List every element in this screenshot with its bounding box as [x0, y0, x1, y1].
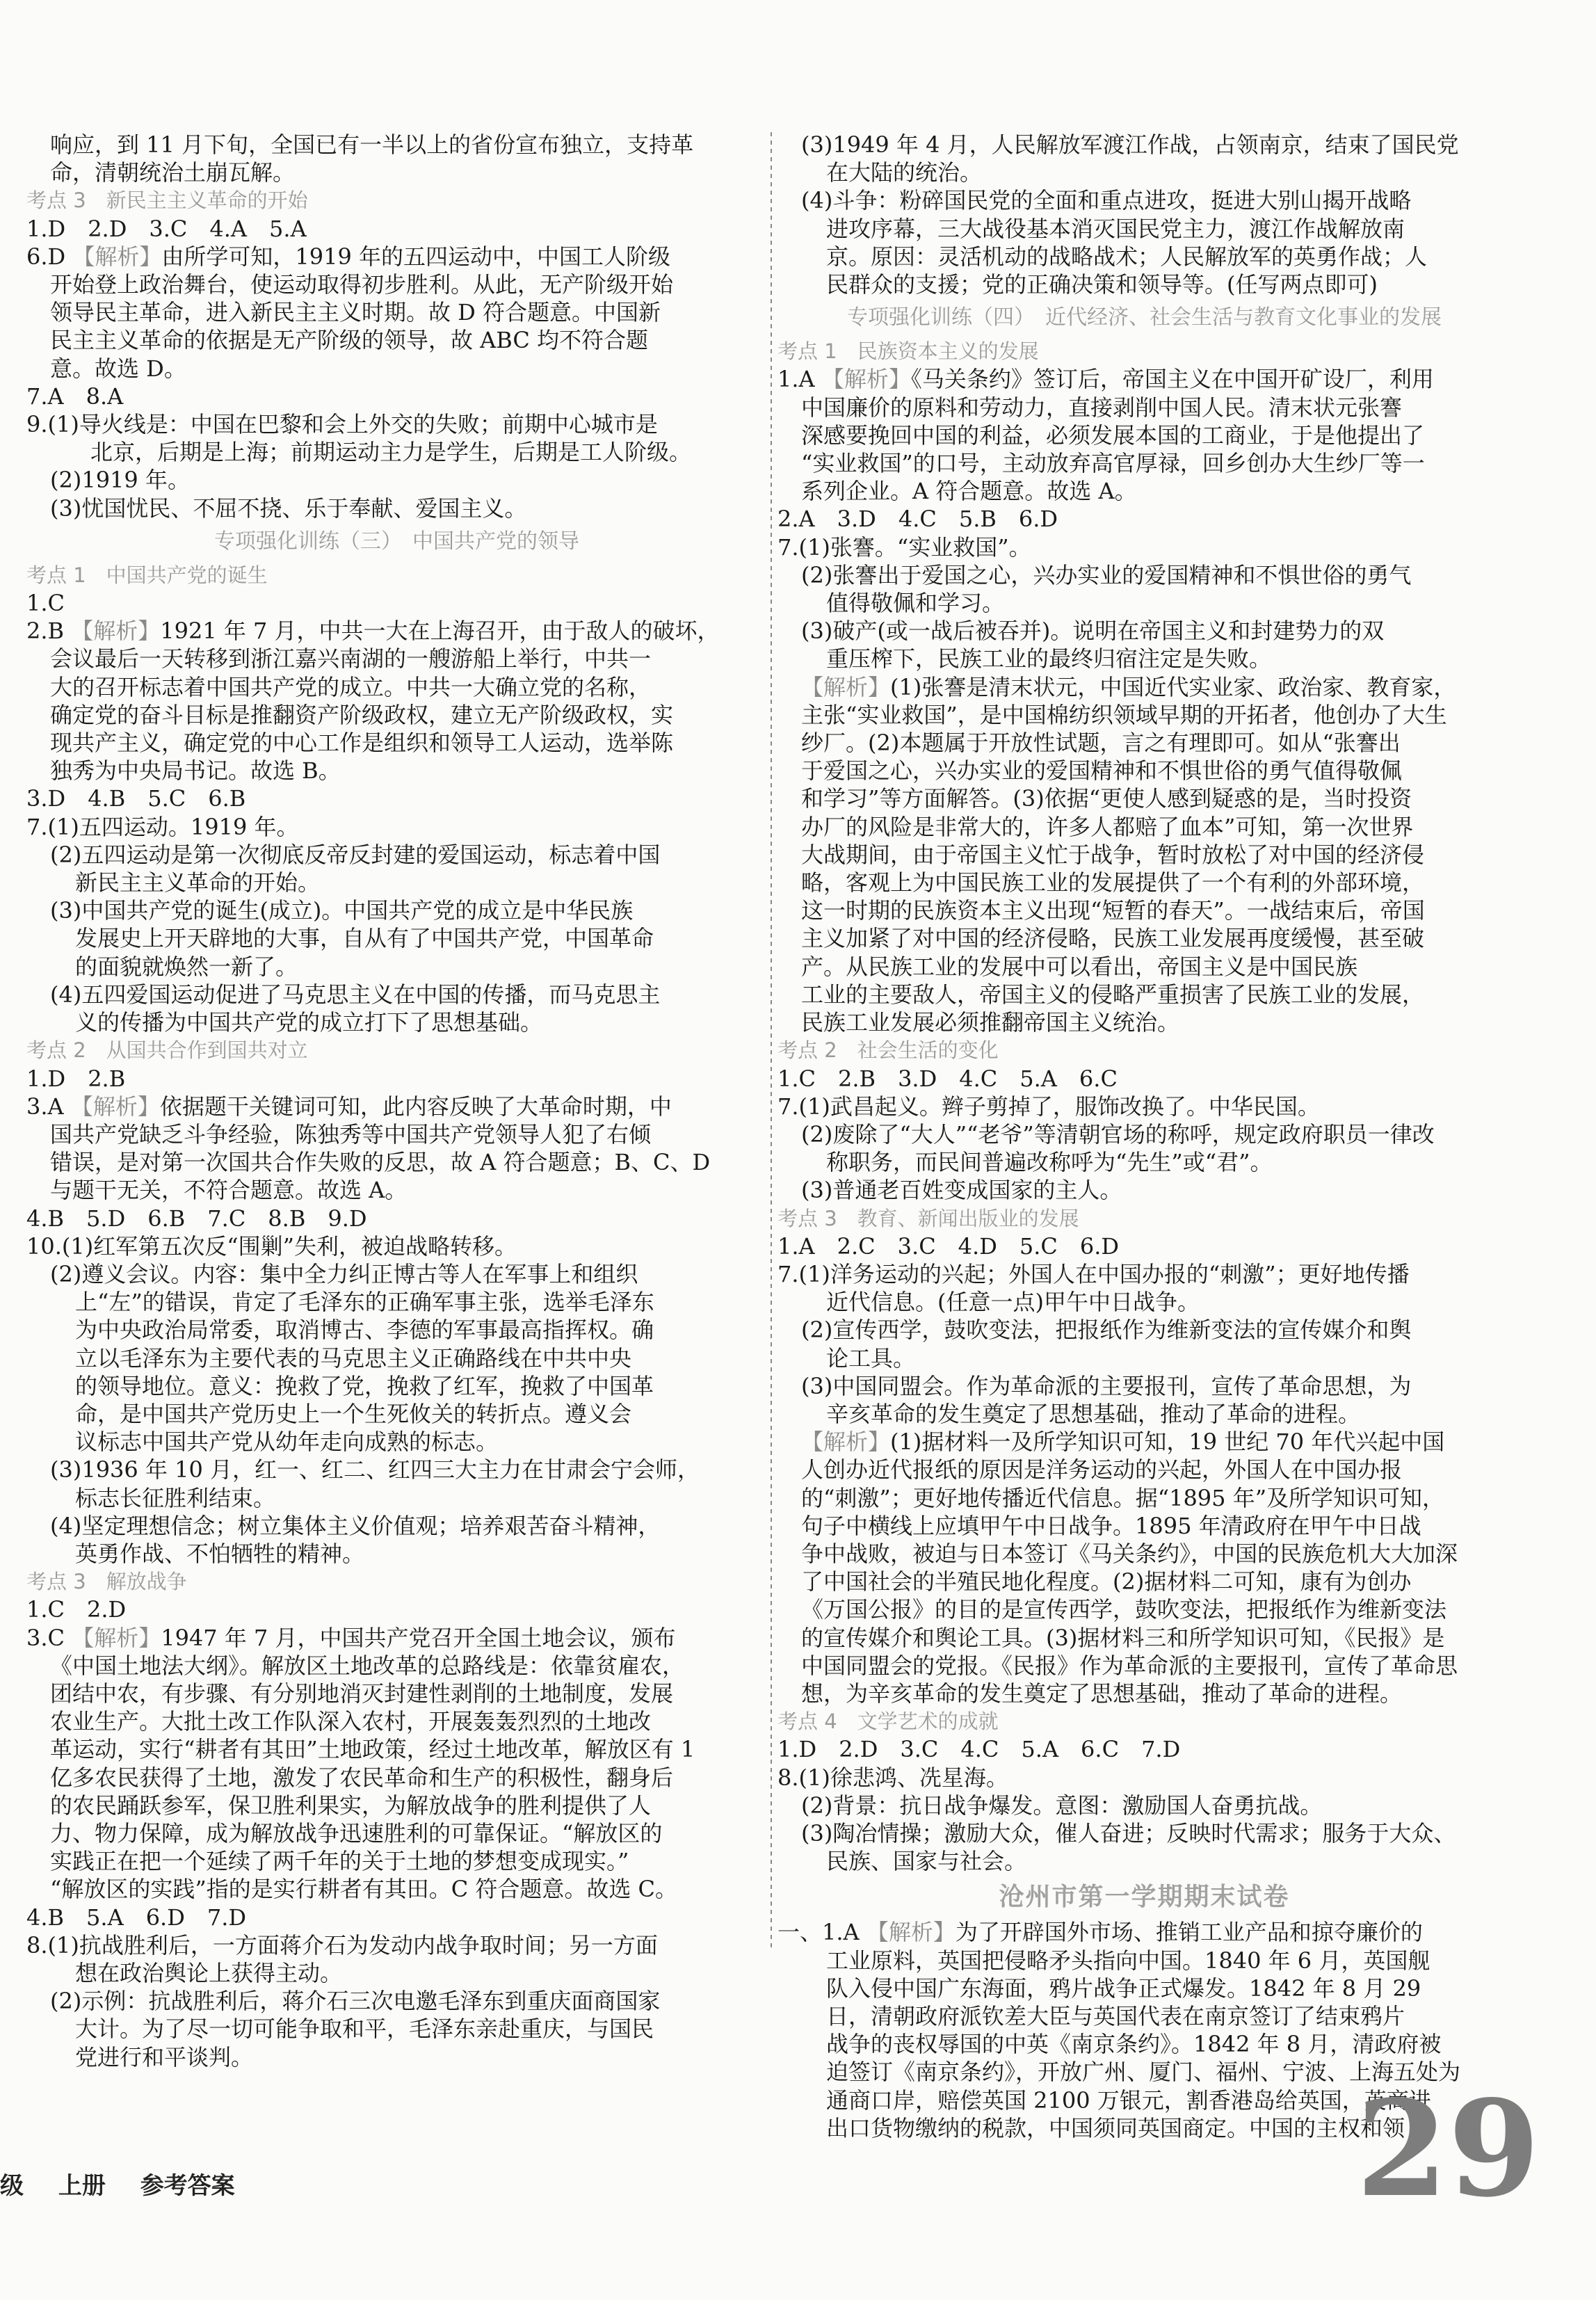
answer-line [26, 1288, 767, 1316]
answer-line [777, 1624, 1511, 1652]
answer-line [777, 1484, 1511, 1512]
answer-line [26, 410, 767, 438]
answer-line [777, 1428, 1511, 1456]
answer-line [777, 505, 1511, 533]
line-text: 领导民主革命，进入新民主主义时期。故 D 符合题意。中国新 [50, 299, 661, 326]
line-text: (2)遵义会议。内容：集中全力纠正博古等人在军事上和组织 [50, 1260, 638, 1287]
line-text: 考点 2 从国共合作到国共对立 [26, 1038, 308, 1063]
answer-line [26, 466, 767, 494]
line-text: 工业的主要敌人，帝国主义的侵略严重损害了民族工业的发展， [801, 981, 1425, 1008]
answer-line [777, 645, 1511, 673]
question-number: 3.C [26, 1624, 72, 1651]
answer-line [777, 673, 1511, 701]
line-text: 实践正在把一个延续了两千年的关于土地的梦想变成现实。” [50, 1848, 629, 1875]
answer-line [26, 1540, 767, 1568]
line-text: 略，客观上为中国民族工业的发展提供了一个有利的外部环境， [801, 869, 1425, 896]
answer-line [777, 729, 1511, 757]
answer-line [26, 1875, 767, 1903]
line-text: 系列企业。A 符合题意。故选 A。 [801, 478, 1137, 505]
answer-line [777, 1344, 1511, 1372]
line-text: 《万国公报》的目的是宣传西学，鼓吹变法，把报纸作为维新变法 [801, 1596, 1447, 1623]
footer-label: 参考答案 [140, 2172, 235, 2200]
line-text: 3.D 4.B 5.C 6.B [26, 785, 246, 812]
line-text: 上“左”的错误，肯定了毛泽东的正确军事主张，选举毛泽东 [75, 1289, 654, 1316]
answer-line [26, 1372, 767, 1400]
answer-line [26, 298, 767, 326]
answer-line [777, 1008, 1511, 1036]
line-text: 1.C 2.B 3.D 4.C 5.A 6.C [777, 1065, 1118, 1092]
answer-line [777, 1652, 1511, 1680]
answer-line [26, 1484, 767, 1512]
line-text: 现共产主义，确定党的中心工作是组织和领导工人运动，选举陈 [50, 730, 674, 757]
analysis-tag: 【解析】 [801, 673, 891, 700]
footer [0, 2166, 261, 2201]
line-text: 亿多农民获得了土地，激发了农民革命和生产的积极性，翻身后 [50, 1764, 674, 1791]
line-text: 考点 3 解放战争 [26, 1570, 187, 1594]
question-number: 1.A [777, 366, 822, 393]
line-text: 国共产党缺乏斗争经验，陈独秀等中国共产党领导人犯了右倾 [50, 1120, 652, 1148]
answer-line [26, 981, 767, 1008]
line-text: (3)普通老百姓变成国家的主人。 [801, 1177, 1122, 1204]
answer-line [777, 1680, 1511, 1707]
answer-line [777, 1918, 1511, 1946]
answer-line [26, 645, 767, 673]
section-heading [26, 1568, 767, 1595]
answer-line [777, 1148, 1511, 1176]
answer-line [777, 1288, 1511, 1316]
line-text: 在大陆的统治。 [826, 159, 983, 186]
answer-line [777, 1456, 1511, 1483]
line-text: 7.(1)张謇。“实业救国”。 [777, 533, 1031, 561]
line-text: 2.A 3.D 4.C 5.B 6.D [777, 506, 1058, 533]
answer-line [26, 2043, 767, 2071]
answer-line [26, 813, 767, 841]
answer-line [26, 785, 767, 812]
answer-line [777, 421, 1511, 449]
left-column [26, 131, 767, 2071]
line-text: 英勇作战、不怕牺牲的精神。 [75, 1540, 365, 1567]
answer-line [777, 2030, 1511, 2058]
answer-line [26, 1624, 767, 1652]
line-text: 为了开辟国外市场、推销工业产品和掠夺廉价的 [955, 1919, 1423, 1946]
answer-line [26, 1176, 767, 1204]
answer-line [777, 1316, 1511, 1344]
line-text: 日，清朝政府派钦差大臣与英国代表在南京签订了结束鸦片 [826, 2003, 1405, 2029]
section-heading [26, 1036, 767, 1064]
section-heading [777, 1205, 1511, 1232]
section-heading [26, 561, 767, 589]
line-text: 民主主义革命的依据是无产阶级的领导，故 ABC 均不符合题 [50, 327, 649, 354]
answer-line [777, 953, 1511, 981]
answer-line [26, 1652, 767, 1680]
line-text: 办厂的风险是非常大的，许多人都赔了血本”可知，第一次世界 [801, 813, 1414, 840]
line-text: 4.B 5.A 6.D 7.D [26, 1904, 247, 1931]
answer-line [26, 841, 767, 869]
line-text: 发展史上开天辟地的大事，自从有了中国共产党，中国革命 [75, 925, 654, 952]
answer-line [26, 1680, 767, 1707]
line-text: (4)斗争：粉碎国民党的全面和重点进攻，挺进大别山揭开战略 [801, 187, 1412, 214]
line-text: 队入侵中国广东海面，鸦片战争正式爆发。1842 年 8 月 29 [826, 1975, 1421, 2002]
answer-line [26, 1400, 767, 1428]
answer-line [26, 271, 767, 298]
answer-line [777, 1400, 1511, 1428]
line-text: (4)坚定理想信念；树立集体主义价值观；培养艰苦奋斗精神， [50, 1512, 661, 1539]
answer-line [26, 1847, 767, 1875]
line-text: 考点 1 中国共产党的诞生 [26, 563, 268, 587]
answer-line [777, 159, 1511, 186]
line-text: 8.(1)徐悲鸿、冼星海。 [777, 1764, 1008, 1791]
line-text: (3)1936 年 10 月，红一、红二、红四三大主力在甘肃会宁会师， [50, 1456, 700, 1483]
answer-line [777, 896, 1511, 924]
answer-line [26, 1792, 767, 1819]
answer-line [26, 1819, 767, 1847]
line-text: 1.C 2.D [26, 1596, 127, 1623]
section-heading [777, 1036, 1511, 1064]
answer-line [777, 1568, 1511, 1595]
answer-line [26, 1008, 767, 1036]
line-text: (1)据材料一及所学知识可知，19 世纪 70 年代兴起中国 [890, 1429, 1445, 1456]
answer-line [26, 589, 767, 617]
answer-line [777, 1093, 1511, 1120]
line-text: 1.C [26, 590, 65, 617]
line-text: 考点 4 文学艺术的成就 [777, 1710, 999, 1734]
line-text: 京。原因：灵活机动的战略战术；人民解放军的英勇作战；人 [826, 243, 1428, 270]
line-text: 与题干无关，不符合题意。故选 A。 [50, 1177, 408, 1204]
line-text: 响应，到 11 月下旬，全国已有一半以上的省份宣布独立，支持革 [50, 131, 694, 158]
answer-line [777, 186, 1511, 214]
answer-line [777, 757, 1511, 785]
right-column [777, 131, 1511, 2142]
line-text: (3)中国共产党的诞生(成立)。中国共产党的成立是中华民族 [50, 897, 634, 924]
line-text: 人创办近代报纸的原因是洋务运动的兴起，外国人在中国办报 [801, 1456, 1403, 1483]
line-text: 的宣传媒介和舆论工具。(3)据材料三和所学知识可知，《民报》是 [801, 1624, 1445, 1651]
line-text: 工业原料，英国把侵略矛头指向中国。1840 年 6 月，英国舰 [826, 1947, 1430, 1974]
line-text: 义的传播为中国共产党的成立打下了思想基础。 [75, 1009, 543, 1036]
line-text: (3)忧国忧民、不屈不挠、乐于奉献、爱国主义。 [50, 494, 527, 522]
answer-line [777, 617, 1511, 645]
line-text: 中国同盟会的党报。《民报》作为革命派的主要报刊，宣传了革命思 [801, 1652, 1458, 1679]
line-text: (3)破产(或一战后被吞并)。说明在帝国主义和封建势力的双 [801, 618, 1385, 645]
answer-line [777, 215, 1511, 243]
answer-line [26, 1316, 767, 1344]
answer-line [26, 1205, 767, 1232]
question-number: 一、1.A [777, 1919, 866, 1946]
analysis-tag: 【解析】 [72, 243, 162, 270]
line-text: 革运动，实行“耕者有其田”土地政策，经过土地改革，解放区有 1 [50, 1736, 695, 1763]
line-text: 标志长征胜利结束。 [75, 1484, 276, 1511]
line-text: (3)中国同盟会。作为革命派的主要报刊，宣传了革命思想，为 [801, 1372, 1412, 1399]
answer-line [777, 813, 1511, 841]
line-text: 考点 1 民族资本主义的发展 [777, 339, 1039, 364]
footer-volume: 上册 [58, 2172, 106, 2200]
answer-line [26, 1456, 767, 1483]
line-text: 独秀为中央局书记。故选 B。 [50, 757, 341, 785]
line-text: 大战期间，由于帝国主义忙于战争，暂时放松了对中国的经济侵 [801, 841, 1425, 868]
line-text: 沧州市第一学期期末试卷 [999, 1882, 1290, 1912]
answer-line [26, 355, 767, 383]
answer-line [777, 981, 1511, 1008]
answer-line [777, 1792, 1511, 1819]
answer-line [777, 1847, 1511, 1875]
column-divider [771, 132, 772, 1947]
line-text: 开始登上政治舞台，使运动取得初步胜利。从此，无产阶级开始 [50, 271, 674, 298]
answer-line [26, 243, 767, 271]
line-text: 想，为辛亥革命的发生奠定了思想基础，推动了革命的进程。 [801, 1680, 1403, 1707]
line-text: 辛亥革命的发生奠定了思想基础，推动了革命的进程。 [826, 1400, 1361, 1427]
answer-line [26, 953, 767, 981]
answer-line [777, 131, 1511, 159]
line-text: 重压榨下，民族工业的最终归宿注定是失败。 [826, 645, 1272, 673]
line-text: 党进行和平谈判。 [75, 2043, 254, 2070]
line-text: 论工具。 [826, 1344, 916, 1372]
analysis-tag: 【解析】 [801, 1429, 891, 1456]
line-text: 4.B 5.D 6.B 7.C 8.B 9.D [26, 1205, 367, 1232]
line-text: (2)背景：抗日战争爆发。意图：激励国人奋勇抗战。 [801, 1792, 1323, 1819]
answer-line [777, 869, 1511, 896]
analysis-tag: 【解析】 [71, 618, 161, 645]
answer-line [26, 1707, 767, 1735]
line-text: 主张“实业救国”，是中国棉纺织领域早期的开拓者，他创办了大生 [801, 701, 1447, 728]
answer-line [777, 1540, 1511, 1568]
answer-line [777, 1947, 1511, 1975]
line-text: 通商口岸，赔偿英国 2100 万银元，割香港岛给英国，英商进 [826, 2086, 1431, 2114]
analysis-tag: 【解析】 [70, 1093, 160, 1120]
answer-line [777, 1232, 1511, 1260]
answer-line [26, 215, 767, 243]
line-text: “实业救国”的口号，主动放弃高官厚禄，回乡创办大生纱厂等一 [801, 450, 1425, 477]
line-text: 这一时期的民族资本主义出现“短暂的春天”。一战结束后，帝国 [801, 897, 1425, 924]
answer-line [777, 1065, 1511, 1093]
line-text: 大计。为了尽一切可能争取和平，毛泽东亲赴重庆，与国民 [75, 2016, 654, 2043]
line-text: 9.(1)导火线是：中国在巴黎和会上外交的失败；前期中心城市是 [26, 411, 658, 438]
line-text: 民族工业发展必须推翻帝国主义统治。 [801, 1009, 1180, 1036]
line-text: 1.D 2.D 3.C 4.C 5.A 6.C 7.D [777, 1736, 1181, 1763]
line-text: 值得敬佩和学习。 [826, 590, 1005, 617]
training-title [777, 301, 1511, 335]
line-text: 会议最后一天转移到浙江嘉兴南湖的一艘游船上举行，中共一 [50, 645, 652, 673]
section-heading [777, 1707, 1511, 1735]
answer-line [26, 869, 767, 896]
answer-line [26, 1065, 767, 1093]
line-text: 考点 2 社会生活的变化 [777, 1038, 999, 1063]
answer-line [777, 561, 1511, 589]
exam-title [777, 1879, 1511, 1914]
answer-line [26, 326, 767, 354]
analysis-tag: 【解析】 [821, 366, 911, 393]
line-text: 出口货物缴纳的税款，中国须同英国商定。中国的主权和领 [826, 2114, 1405, 2141]
answer-line [26, 1344, 767, 1372]
answer-line [26, 1428, 767, 1456]
answer-line [777, 1819, 1511, 1847]
answer-line [26, 1093, 767, 1120]
line-text: (3)陶冶情操；激励大众，催人奋进；反映时代需求；服务于大众、 [801, 1819, 1456, 1847]
answer-line [777, 477, 1511, 505]
answer-line [26, 1987, 767, 2015]
answer-line [26, 438, 767, 466]
line-text: (1)张謇是清末状元，中国近代实业家、政治家、教育家， [890, 673, 1456, 700]
line-text: 1.A 2.C 3.C 4.D 5.C 6.D [777, 1232, 1120, 1260]
line-text: 了中国社会的半殖民地化程度。(2)据材料二可知，康有为创办 [801, 1568, 1412, 1595]
line-text: 为中央政治局常委，取消博古、李德的军事最高指挥权。确 [75, 1317, 654, 1344]
answer-line [26, 1120, 767, 1148]
answer-line [26, 1595, 767, 1623]
answer-line [777, 924, 1511, 952]
line-text: (4)五四爱国运动促进了马克思主义在中国的传播，而马克思主 [50, 981, 661, 1008]
question-number: 3.A [26, 1093, 71, 1120]
line-text: 1.D 2.B [26, 1065, 126, 1092]
line-text: 《马关条约》签订后，帝国主义在中国开矿设厂，利用 [910, 366, 1434, 393]
answer-line [26, 1764, 767, 1792]
answer-line [26, 1148, 767, 1176]
answer-line [26, 673, 767, 701]
answer-line [26, 1260, 767, 1288]
training-title [26, 525, 767, 558]
line-text: 战争的丧权辱国的中英《南京条约》。1842 年 8 月，清政府被 [826, 2031, 1442, 2058]
answer-line [777, 1120, 1511, 1148]
answer-line [26, 1232, 767, 1260]
line-text: 专项强化训练（三） 中国共产党的领导 [214, 529, 579, 554]
line-text: 命，是中国共产党历史上一个生死攸关的转折点。遵义会 [75, 1400, 632, 1427]
answer-line [26, 159, 767, 186]
answer-line [777, 394, 1511, 421]
line-text: 和学习”等方面解答。(3)依据“更使人感到疑惑的是，当时投资 [801, 785, 1412, 812]
answer-line [26, 131, 767, 159]
answer-line [777, 785, 1511, 812]
line-text: 民群众的支援；党的正确决策和领导等。(任写两点即可) [826, 271, 1378, 298]
answer-line [26, 383, 767, 410]
line-text: 7.(1)洋务运动的兴起；外国人在中国办报的“刺激”；更好地传播 [777, 1260, 1410, 1287]
answer-line [777, 449, 1511, 477]
line-text: 议标志中国共产党从幼年走向成熟的标志。 [75, 1429, 499, 1456]
line-text: 北京，后期是上海；前期运动主力是学生，后期是工人阶级。 [90, 439, 692, 466]
answer-line [26, 1512, 767, 1540]
line-text: 深感要挽回中国的利益，必须发展本国的工商业，于是他提出了 [801, 421, 1425, 449]
line-text: 大的召开标志着中国共产党的成立。中共一大确立党的名称， [50, 673, 652, 700]
footer-grade: 级 [0, 2172, 24, 2200]
line-text: 近代信息。(任意一点)甲午中日战争。 [826, 1289, 1200, 1316]
answer-line [777, 589, 1511, 617]
line-text: 7.A 8.A [26, 383, 124, 410]
line-text: 1.D 2.D 3.C 4.A 5.A [26, 215, 307, 242]
answer-line [26, 729, 767, 757]
answer-line [26, 1904, 767, 1931]
analysis-tag: 【解析】 [72, 1624, 161, 1651]
answer-line [777, 1260, 1511, 1288]
answer-line [777, 271, 1511, 298]
answer-line [777, 533, 1511, 561]
answer-line [777, 2002, 1511, 2030]
line-text: 考点 3 新民主主义革命的开始 [26, 188, 308, 213]
line-text: (3)1949 年 4 月，人民解放军渡江作战，占领南京，结束了国民党 [801, 131, 1459, 158]
line-text: 民族、国家与社会。 [826, 1848, 1027, 1875]
line-text: 力、物力保障，成为解放战争迅速胜利的可靠保证。“解放区的 [50, 1819, 663, 1847]
line-text: 的领导地位。意义：挽救了党，挽救了红军，挽救了中国革 [75, 1372, 654, 1399]
answer-line [26, 2015, 767, 2043]
answer-line [26, 896, 767, 924]
answer-line [777, 365, 1511, 393]
answer-line [777, 243, 1511, 271]
answer-line [26, 1959, 767, 1987]
line-text: 的农民踊跃参军，保卫胜利果实，为解放战争的胜利提供了人 [50, 1792, 652, 1819]
line-text: 《中国土地法大纲》。解放区土地改革的总路线是：依靠贫雇农， [50, 1652, 685, 1679]
line-text: 1921 年 7 月，中共一大在上海召开，由于敌人的破坏， [160, 618, 720, 645]
line-text: 7.(1)五四运动。1919 年。 [26, 813, 299, 840]
section-heading [26, 186, 767, 214]
answer-line [777, 1975, 1511, 2002]
line-text: 产。从民族工业的发展中可以看出，帝国主义是中国民族 [801, 953, 1358, 980]
line-text: (2)1919 年。 [50, 467, 190, 494]
line-text: 专项强化训练（四） 近代经济、社会生活与教育文化事业的发展 [847, 305, 1442, 330]
line-text: 农业生产。大批土改工作队深入农村，开展轰轰烈烈的土地改 [50, 1708, 652, 1735]
answer-line [777, 1176, 1511, 1204]
answer-line [777, 1735, 1511, 1763]
line-text: 确定党的奋斗目标是推翻资产阶级政权，建立无产阶级政权，实 [50, 701, 674, 728]
answer-line [777, 1595, 1511, 1623]
line-text: “解放区的实践”指的是实行耕者有其田。C 符合题意。故选 C。 [50, 1876, 678, 1903]
line-text: 立以毛泽东为主要代表的马克思主义正确路线在中共中央 [75, 1344, 632, 1372]
answer-line [26, 1931, 767, 1959]
line-text: 主义加紧了对中国的经济侵略，民族工业发展再度缓慢，甚至破 [801, 925, 1425, 952]
line-text: 于爱国之心，兴办实业的爱国精神和不惧世俗的勇气值得敬佩 [801, 757, 1403, 785]
answer-line [26, 757, 767, 785]
answer-line [777, 1512, 1511, 1540]
answer-line [26, 924, 767, 952]
line-text: 意。故选 D。 [50, 355, 186, 382]
answer-line [26, 701, 767, 729]
line-text: 纱厂。(2)本题属于开放性试题，言之有理即可。如从“张謇出 [801, 730, 1401, 757]
line-text: (2)废除了“大人”“老爷”等清朝官场的称呼，规定政府职员一律改 [801, 1120, 1435, 1148]
line-text: 考点 3 教育、新闻出版业的发展 [777, 1206, 1079, 1230]
line-text: 句子中横线上应填甲午中日战争。1895 年清政府在甲午中日战 [801, 1512, 1421, 1539]
answer-line [777, 1372, 1511, 1400]
line-text: 的面貌就焕然一新了。 [75, 953, 298, 980]
line-text: 错误，是对第一次国共合作失败的反思，故 A 符合题意；B、C、D [50, 1149, 711, 1176]
section-heading [777, 337, 1511, 365]
line-text: 中国廉价的原料和劳动力，直接剥削中国人民。清末状元张謇 [801, 394, 1403, 421]
answer-line [26, 494, 767, 522]
answer-line [26, 617, 767, 645]
line-text: 命，清朝统治土崩瓦解。 [50, 159, 296, 186]
line-text: 依据题干关键词可知，此内容反映了大革命时期，中 [159, 1093, 672, 1120]
line-text: (2)宣传西学，鼓吹变法，把报纸作为维新变法的宣传媒介和舆 [801, 1317, 1412, 1344]
line-text: 称职务，而民间普遍改称呼为“先生”或“君”。 [826, 1149, 1273, 1176]
line-text: 迫签订《南京条约》，开放广州、厦门、福州、宁波、上海五处为 [826, 2059, 1461, 2086]
question-number: 6.D [26, 243, 73, 270]
line-text: 新民主主义革命的开始。 [75, 869, 321, 896]
line-text: 由所学可知，1919 年的五四运动中，中国工人阶级 [161, 243, 670, 270]
line-text: 8.(1)抗战胜利后，一方面蒋介石为发动内战争取时间；另一方面 [26, 1931, 658, 1959]
line-text: 10.(1)红军第五次反“围剿”失利，被迫战略转移。 [26, 1232, 517, 1260]
question-number: 2.B [26, 618, 72, 645]
line-text: (2)示例：抗战胜利后，蒋介石三次电邀毛泽东到重庆面商国家 [50, 1988, 661, 2015]
line-text: 争中战败，被迫与日本签订《马关条约》，中国的民族危机大大加深 [801, 1540, 1458, 1567]
answer-line [777, 701, 1511, 729]
answer-line [26, 1735, 767, 1763]
line-text: 1947 年 7 月，中国共产党召开全国土地会议，颁布 [161, 1624, 676, 1651]
line-text: 7.(1)武昌起义。辫子剪掉了，服饰改换了。中华民国。 [777, 1093, 1320, 1120]
line-text: 团结中农，有步骤、有分别地消灭封建性剥削的土地制度，发展 [50, 1680, 674, 1707]
line-text: 想在政治舆论上获得主动。 [75, 1960, 343, 1986]
answer-line [777, 841, 1511, 869]
line-text: (2)张謇出于爱国之心，兴办实业的爱国精神和不惧世俗的勇气 [801, 561, 1412, 588]
line-text: 的“刺激”；更好地传播近代信息。据“1895 年”及所学知识可知， [801, 1484, 1445, 1511]
answer-line [777, 1764, 1511, 1792]
analysis-tag: 【解析】 [866, 1919, 956, 1946]
line-text: (2)五四运动是第一次彻底反帝反封建的爱国运动，标志着中国 [50, 841, 661, 868]
page-number: 29 [1356, 2071, 1540, 2226]
line-text: 进攻序幕，三大战役基本消灭国民党主力，渡江作战解放南 [826, 215, 1405, 242]
